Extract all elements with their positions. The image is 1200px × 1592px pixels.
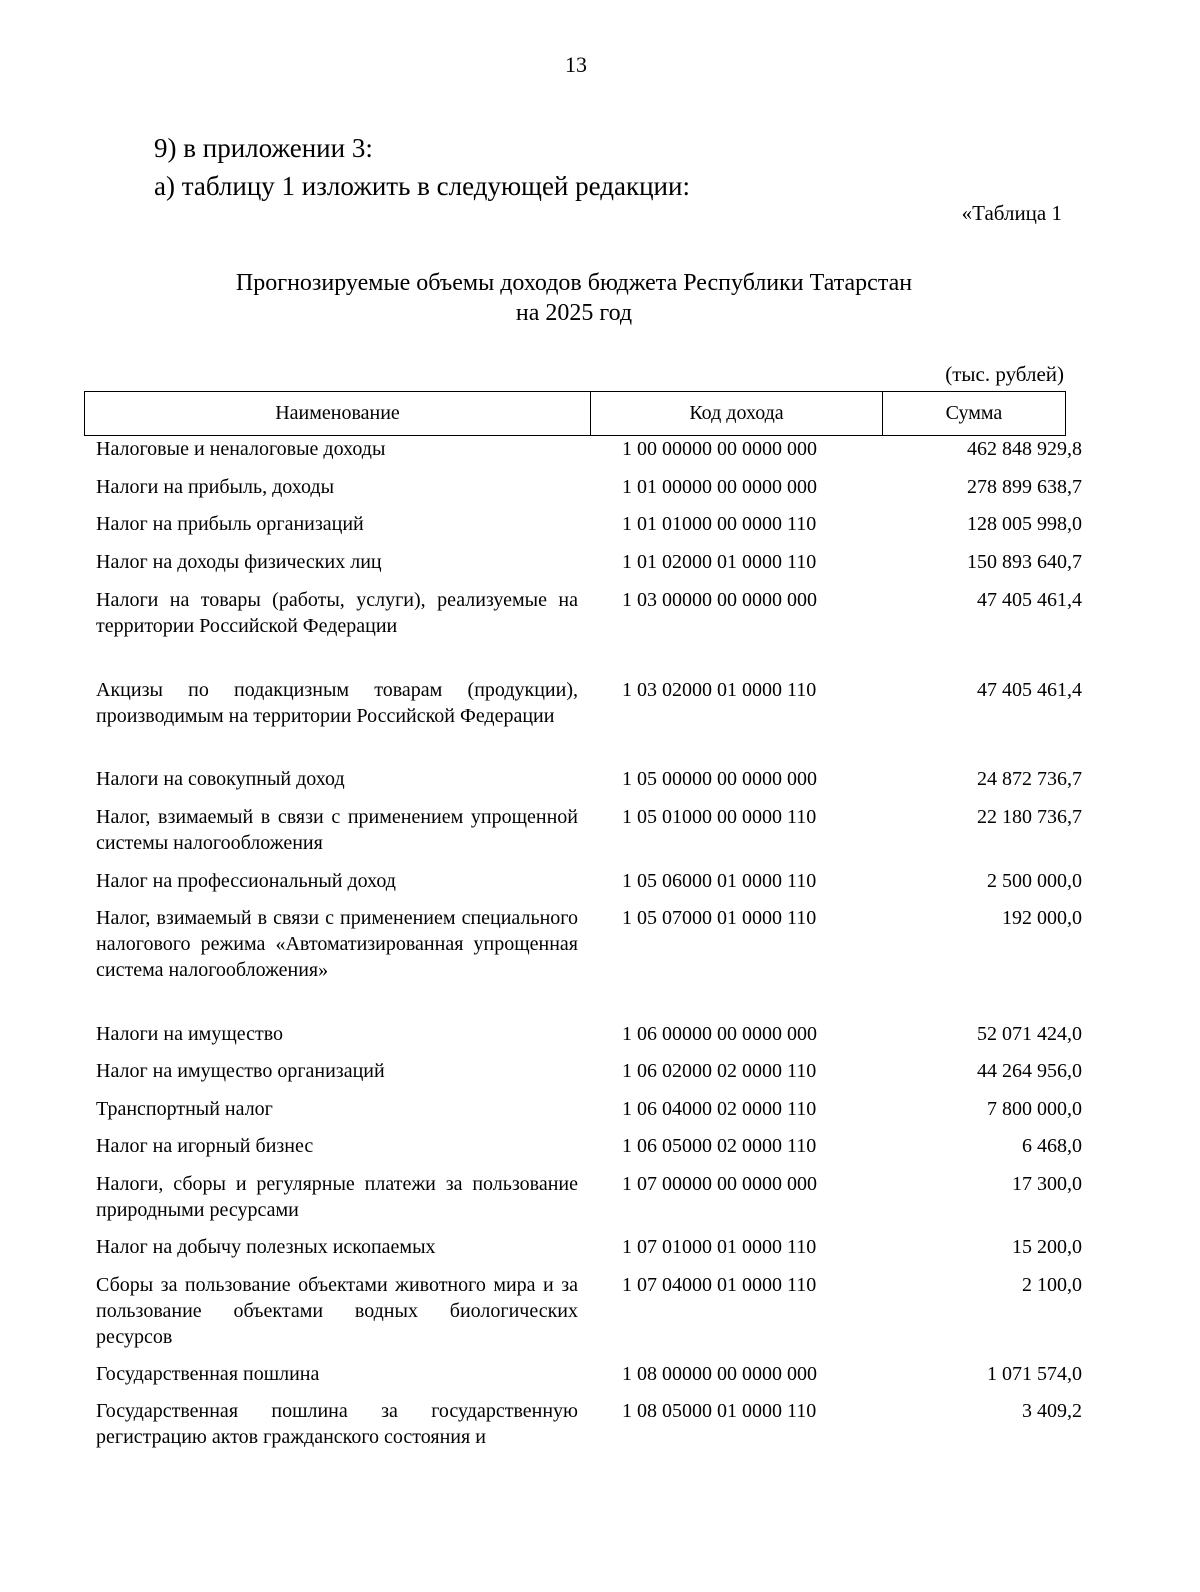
cell-sum: 2 100,0 [1022,1274,1082,1296]
cell-sum: 192 000,0 [1002,907,1082,929]
page-number: 13 [565,52,587,77]
cell-code: 1 05 06000 01 0000 110 [622,870,817,892]
cell-sum: 15 200,0 [1012,1236,1082,1258]
cell-name: Акцизы по подакцизным товарам (продукции), производимым на территории Российской Федерации [96,679,578,727]
cell-name: Налоги на товары (работы, услуги), реализуемые на территории Российской Федерации [96,589,578,637]
cell-code: 1 05 07000 01 0000 110 [622,907,817,929]
cell-sum: 47 405 461,4 [977,679,1082,701]
table-title [0,268,1148,328]
cell-name: Налог на добычу полезных ископаемых [96,1236,436,1258]
table-header [84,391,1066,436]
table-title-line-2: на 2025 год [515,300,633,326]
cell-name: Сборы за пользование объектами животного мира и за пользование объектами водных биологических ресурсов [96,1274,578,1348]
cell-sum: 2 500 000,0 [987,870,1082,892]
cell-name: Налог на прибыль организаций [96,513,364,535]
cell-sum: 24 872 736,7 [977,768,1082,790]
cell-code: 1 07 00000 00 0000 000 [622,1173,817,1195]
cell-code: 1 05 00000 00 0000 000 [622,768,817,790]
units-label: (тыс. рублей) [945,362,1064,386]
cell-code: 1 01 02000 01 0000 110 [622,551,817,573]
cell-name: Транспортный налог [96,1098,273,1120]
cell-name: Налог на игорный бизнес [96,1135,314,1157]
header-code: Код дохода [591,392,883,435]
cell-name: Налог на профессиональный доход [96,870,396,892]
cell-sum: 3 409,2 [1022,1400,1082,1422]
cell-name: Государственная пошлина [96,1363,320,1385]
cell-sum: 47 405 461,4 [977,589,1082,611]
cell-sum: 6 468,0 [1022,1135,1082,1157]
cell-name: Налог на имущество организаций [96,1060,385,1082]
cell-sum: 7 800 000,0 [987,1098,1082,1120]
cell-code: 1 08 00000 00 0000 000 [622,1363,817,1385]
cell-sum: 17 300,0 [1012,1173,1082,1195]
cell-code: 1 05 01000 00 0000 110 [622,806,817,828]
cell-code: 1 03 00000 00 0000 000 [622,589,817,611]
cell-name: Налог, взимаемый в связи с применением упрощенной системы налогообложения [96,806,578,854]
cell-code: 1 06 05000 02 0000 110 [622,1135,817,1157]
cell-code: 1 01 00000 00 0000 000 [622,476,817,498]
cell-sum: 44 264 956,0 [977,1060,1082,1082]
table-title-line-1: Прогнозируемые объемы доходов бюджета Республики Татарстан [235,270,913,296]
cell-sum: 128 005 998,0 [967,513,1082,535]
header-sum: Сумма [945,402,1003,424]
cell-name: Налог, взимаемый в связи с применением специального налогового режима «Автоматизированная упрощенная система налогообложения» [96,907,578,981]
cell-name: Налоги на прибыль, доходы [96,476,335,498]
table-label: «Таблица 1 [961,201,1062,225]
cell-name: Налоги на имущество [96,1023,284,1045]
cell-code: 1 01 01000 00 0000 110 [622,513,817,535]
cell-name: Государственная пошлина за государственную регистрацию актов гражданского состояния и [96,1400,578,1448]
cell-code: 1 06 02000 02 0000 110 [622,1060,817,1082]
cell-sum: 462 848 929,8 [967,438,1082,460]
cell-code: 1 00 00000 00 0000 000 [622,438,817,460]
cell-sum: 52 071 424,0 [977,1023,1082,1045]
cell-code: 1 07 01000 01 0000 110 [622,1236,817,1258]
cell-sum: 278 899 638,7 [967,476,1082,498]
cell-sum: 22 180 736,7 [977,806,1082,828]
intro-paragraph-2: а) таблицу 1 изложить в следующей редакции: [154,171,690,201]
cell-name: Налоги, сборы и регулярные платежи за пользование природными ресурсами [96,1173,578,1221]
cell-sum: 150 893 640,7 [967,551,1082,573]
cell-name: Налог на доходы физических лиц [96,551,382,573]
cell-code: 1 06 00000 00 0000 000 [622,1023,817,1045]
cell-name: Налоги на совокупный доход [96,768,345,790]
cell-code: 1 08 05000 01 0000 110 [622,1400,817,1422]
cell-sum: 1 071 574,0 [987,1363,1082,1385]
cell-code: 1 07 04000 01 0000 110 [622,1274,817,1296]
cell-name: Налоговые и неналоговые доходы [96,438,386,460]
header-name: Наименование [85,392,591,435]
cell-code: 1 03 02000 01 0000 110 [622,679,817,701]
cell-code: 1 06 04000 02 0000 110 [622,1098,817,1120]
intro-paragraph-1: 9) в приложении 3: [154,133,373,163]
